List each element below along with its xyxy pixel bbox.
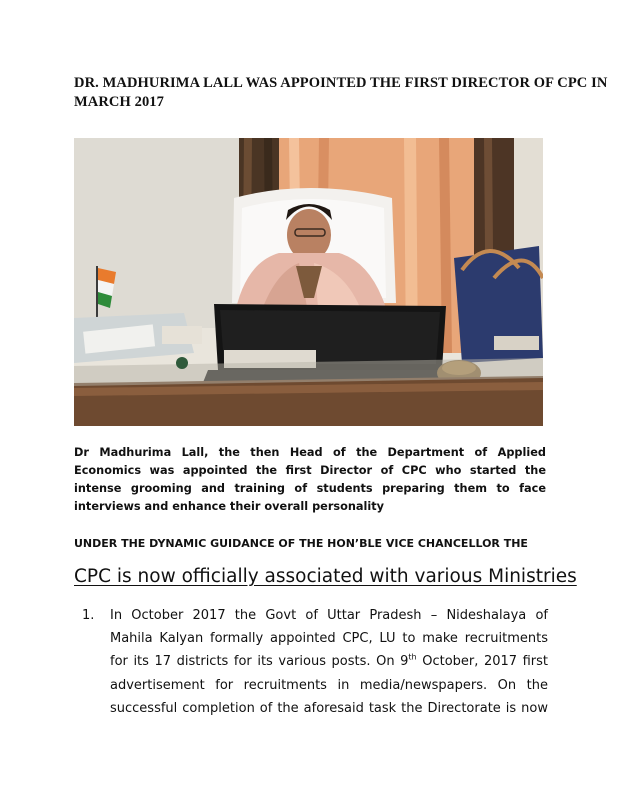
ordinal-suffix: th bbox=[408, 653, 417, 663]
document-heading bbox=[74, 74, 608, 112]
list-item-number: 1. bbox=[82, 608, 95, 623]
list-line-3-part-b: October, 2017 first bbox=[416, 654, 548, 670]
list-item bbox=[110, 604, 548, 720]
list-line-1: In October 2017 the Govt of Uttar Pradesh – Nideshalaya of bbox=[110, 608, 548, 623]
ministries-list bbox=[82, 604, 548, 720]
list-line-3 bbox=[110, 650, 548, 673]
list-line-3-part-a: for its 17 districts for its various posts. On 9 bbox=[110, 654, 409, 670]
photo-caption: Dr Madhurima Lall, the then Head of the Department of Applied Economics was appointed the first Director of CPC who started the intense grooming and training of students preparing them to face interviews and enhance their overall personality bbox=[74, 446, 546, 513]
list-line-5: successful completion of the aforesaid task the Directorate is now bbox=[110, 700, 548, 716]
director-office-photo bbox=[74, 138, 543, 426]
guidance-subheading: UNDER THE DYNAMIC GUIDANCE OF THE HON’BLE VICE CHANCELLOR THE bbox=[74, 537, 528, 550]
section-title: CPC is now officially associated with various Ministries bbox=[74, 566, 577, 587]
list-line-2: Mahila Kalyan formally appointed CPC, LU to make recruitments bbox=[110, 631, 548, 647]
list-line-4: advertisement for recruitments in media/newspapers. On the bbox=[110, 677, 548, 693]
heading-line-2: MARCH 2017 bbox=[74, 94, 165, 110]
heading-line-1: DR. MADHURIMA LALL WAS APPOINTED THE FIRST DIRECTOR OF CPC IN bbox=[74, 75, 608, 91]
